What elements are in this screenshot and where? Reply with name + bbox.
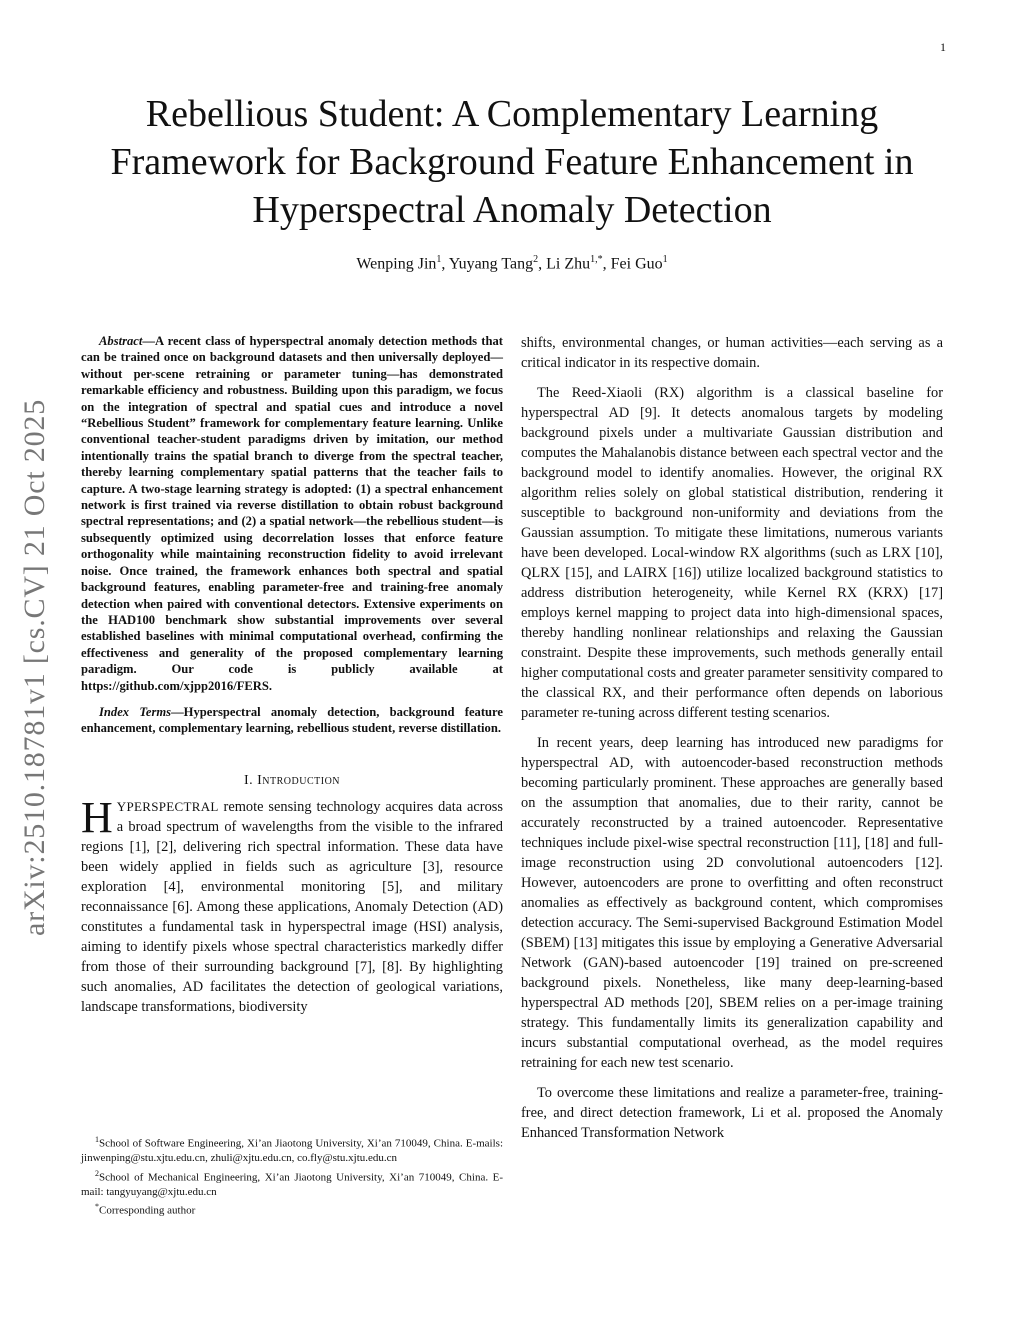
- abstract-text: A recent class of hyperspectral anomaly detection methods that can be trained once on background datasets and then universally deployed—without per-scene retraining or parameter tuning—has demonstrated remarkable efficiency and robustness. Building upon this paradigm, we focus on the integration of spectral and spatial cues and introduce a novel “Rebellious Student” framework for complementary feature learning. Unlike conventional teacher-student paradigms driven by imitation, our method intentionally trains the spatial branch to diverge from the spectral teacher, thereby learning complementary spatial patterns that the teacher fails to capture. A two-stage learning strategy is adopted: (1) a spectral enhancement network is first trained via reverse distillation to obtain robust background spectral representations; and (2) a spatial network—the rebellious student—is subsequently optimized using decorrelation losses that enforce feature orthogonality while maintaining reconstruction fidelity to avoid irrelevant noise. Once trained, the framework enhances both spectral and spatial background features, enabling parameter-free and training-free anomaly detection when paired with conventional detectors. Extensive experiments on the HAD100 benchmark show substantial improvements over several established baselines with minimal computational overhead, confirming the effectiveness and generality of the proposed complementary learning paradigm. Our code is publicly available at https://github.com/xjpp2016/FERS.: [81, 334, 503, 693]
- author-separator: ,: [538, 255, 547, 273]
- section-title: Introduction: [257, 772, 341, 788]
- footnote-affiliation-1: [81, 1133, 503, 1166]
- footnote-text: School of Mechanical Engineering, Xi’an Jiaotong University, Xi’an 710049, China. E-mail: tangyuyang@xjtu.edu.cn: [81, 1171, 503, 1198]
- author-separator: ,: [441, 255, 449, 273]
- section-heading-introduction: [81, 773, 503, 789]
- paragraph-deep-learning: In recent years, deep learning has introduced new paradigms for hyperspectral AD, with autoencoder-based reconstruction methods becoming particularly prominent. These approaches are generally based on the assumption that anomalies, due to their rarity, cannot be accurately reconstructed by a trained autoencoder. Representative techniques include pixel-wise spectral reconstruction [11], [18] and full-image reconstruction using 2D convolutional autoencoders [12]. However, autoencoders are prone to overfitting and often reconstruct anomalies as effectively as background content, which compromises detection accuracy. The Semi-supervised Background Estimation Model (SBEM) [13] mitigates this issue by employing a Generative Adversarial Network (GAN)-based autoencoder [19] trained on pre-screened background pixels. Nonetheless, like many deep-learning-based hyperspectral AD methods [20], SBEM relies on a per-image training strategy. This fundamentally limits its generalization capability and incurs substantial computational overhead, as the model requires retraining for each new test scenario.: [521, 735, 943, 1071]
- index-terms-label: Index Terms: [99, 704, 172, 719]
- paragraph-continuation: shifts, environmental changes, or human activities—each serving as a critical indicator in its respective domain.: [521, 335, 943, 371]
- author-affiliation-mark: 1: [662, 254, 668, 265]
- author-affiliation-mark: 2: [533, 254, 539, 265]
- intro-lead-word: YPERSPECTRAL: [116, 798, 219, 814]
- left-column: [81, 333, 503, 1027]
- index-terms-text: Hyperspectral anomaly detection, background feature enhancement, complementary learning, rebellious student, reverse distillation.: [81, 704, 504, 736]
- author-separator: ,: [602, 255, 611, 273]
- footnote-text: School of Software Engineering, Xi’an Jiaotong University, Xi’an 710049, China. E-mails: jinwenping@stu.xjtu.edu.cn, zhuli@xjtu.edu.cn, co.fly@stu.xjtu.edu.cn: [81, 1137, 503, 1165]
- abstract-dash: —: [142, 334, 155, 348]
- section-number: I.: [243, 772, 254, 788]
- author-affiliation-mark: 1: [436, 254, 442, 265]
- intro-paragraph-text: remote sensing technology acquires data across a broad spectrum of wavelengths from the visible to the infrared regions [1], [2], delivering rich spectral information. These data have been widely applied in fields such as agriculture [3], resource exploration [4], environmental monitoring [5], and military reconnaissance [6]. Among these applications, Anomaly Detection (AD) constitutes a fundamental task in hyperspectral image (HSI) analysis, aiming to identify pixels whose spectral characteristics markedly differ from those of their surrounding background [7], [8]. By highlighting such anomalies, AD facilitates the detection of geological variations, landscape transformations, biodiversity: [81, 798, 503, 1015]
- intro-paragraph: [81, 792, 503, 1017]
- footnote-mark: 1: [95, 1135, 99, 1144]
- footnote-mark: 2: [95, 1168, 99, 1178]
- author-name: Li Zhu: [546, 255, 591, 273]
- abstract-label: Abstract: [99, 334, 143, 348]
- footnote-mark: *: [95, 1202, 99, 1212]
- author-name: Yuyang Tang: [448, 255, 534, 273]
- paragraph-rx-algorithm: The Reed-Xiaoli (RX) algorithm is a classical baseline for hyperspectral AD [9]. It detects anomalous targets by modeling background pixels under a multivariate Gaussian distribution and computes the Mahalanobis distance between each spectral vector and the background model to identify anomalies. However, the original RX algorithm relies solely on global statistical distribution, rendering it susceptible to background non-uniformity and deviations from the Gaussian assumption. To mitigate these limitations, numerous variants have been developed. Local-window RX algorithms (such as LRX [10], QLRX [15], and LAIRX [16]) utilize localized background statistics to address distribution heterogeneity, while Kernel RX (KRX) [17] employs kernel mapping to project data into high-dimensional spaces, thereby handling nonlinear relationships and relaxing the Gaussian constraint. Despite these improvements, such methods generally entail higher computational costs and greater parameter sensitivity compared to the classical RX, and their performance often depends on laborious parameter re-tuning across different testing scenarios.: [521, 385, 943, 721]
- index-terms-dash: —: [171, 704, 184, 719]
- arxiv-identifier-stamp: arXiv:2510.18781v1 [cs.CV] 21 Oct 2025: [18, 398, 51, 936]
- author-name: Wenping Jin: [356, 255, 437, 273]
- abstract: [81, 333, 503, 694]
- paragraph-overcome-limitations: To overcome these limitations and realize a parameter-free, training-free, and direct detection framework, Li et al. proposed the Anomaly Enhanced Transformation Network: [521, 1085, 943, 1141]
- page-number: 1: [940, 40, 946, 54]
- footnotes: [81, 1133, 503, 1219]
- footnote-affiliation-2: [81, 1167, 503, 1200]
- author-name: Fei Guo: [610, 255, 663, 273]
- index-terms: [81, 704, 503, 737]
- footnote-text: Corresponding author: [99, 1204, 196, 1217]
- footnote-corresponding-author: [81, 1200, 503, 1218]
- author-affiliation-mark: 1,*: [590, 254, 603, 265]
- dropcap-letter: H: [81, 792, 113, 842]
- right-column: [521, 333, 943, 1153]
- author-list: [60, 254, 964, 273]
- paper-title: Rebellious Student: A Complementary Learning Framework for Background Feature Enhancement in Hyperspectral Anomaly Detection: [110, 93, 914, 231]
